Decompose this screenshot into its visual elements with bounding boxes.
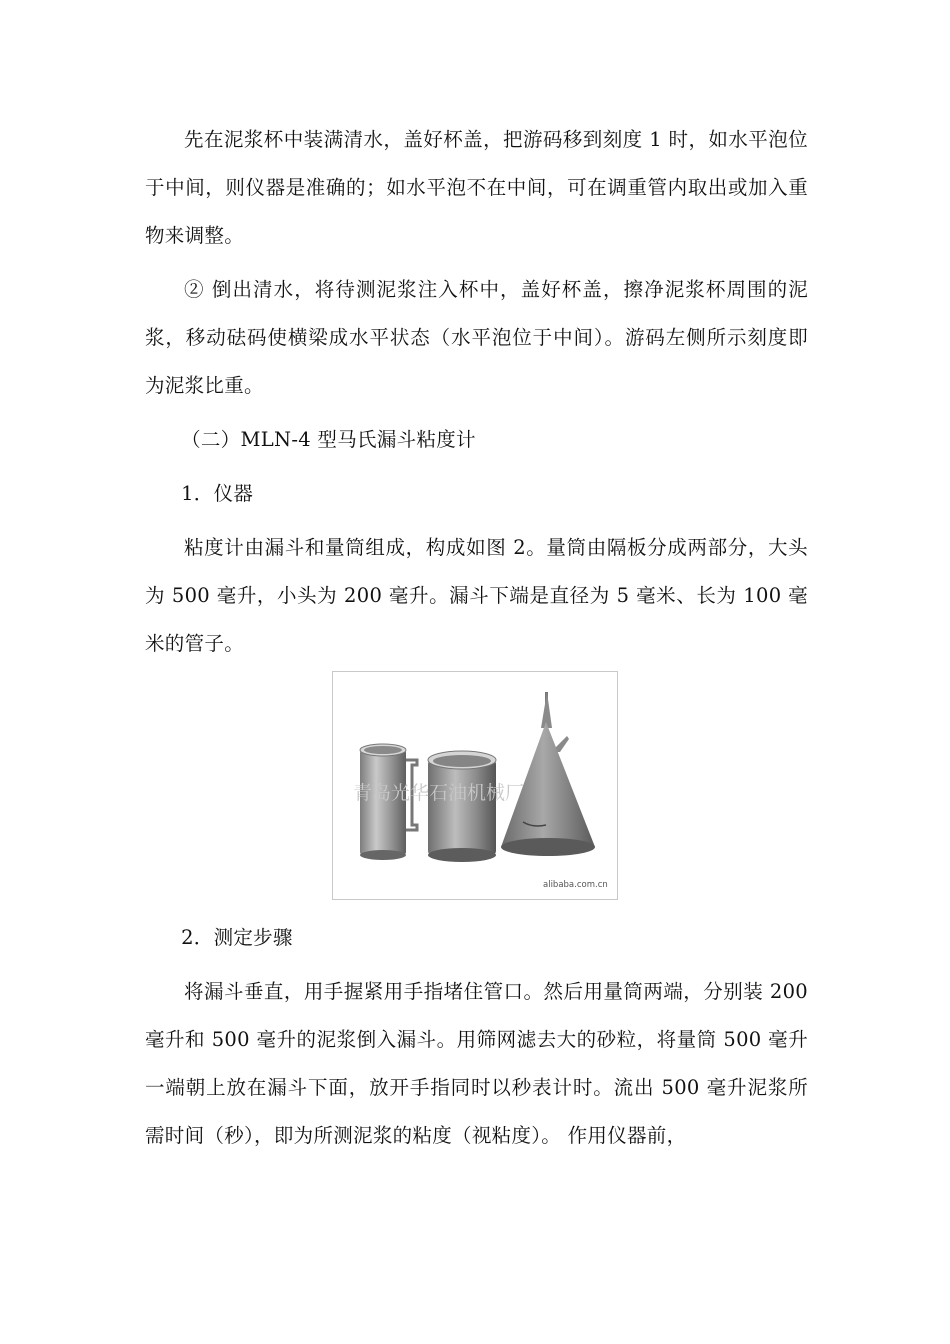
figure-funnel-viscometer [332,671,618,900]
marsh-funnel [501,692,595,856]
section-heading: （二）MLN-4 型马氏漏斗粘度计 [181,428,476,451]
paragraph-instrument: 粘度计由漏斗和量筒组成，构成如图 2。量筒由隔板分成两部分，大头为 500 毫升，小头为 200 毫升。漏斗下端是直径为 5 毫米、长为 100 毫米的管子。 [145,536,808,655]
subheading-instrument: 1．仪器 [181,482,254,505]
source-label: alibaba.com.cn [543,880,608,890]
paragraph-procedure: 将漏斗垂直，用手握紧用手指堵住管口。然后用量筒两端，分别装 200 毫升和 500 毫升的泥浆倒入漏斗。用筛网滤去大的砂粒，将量筒 500 毫升一端朝上放在漏斗下面，放开手指同时以秒表计时。流出 500 毫升泥浆所需时间（秒），即为所测泥浆的粘度（视粘度）。 作用仪器前， [145,980,808,1147]
watermark-text: 青岛光华石油机械厂 [353,782,525,804]
paragraph-measurement: ② 倒出清水，将待测泥浆注入杯中，盖好杯盖，擦净泥浆杯周围的泥浆，移动砝码使横梁成水平状态（水平泡位于中间）。游码左侧所示刻度即为泥浆比重。 [145,278,808,397]
funnel-and-cup-illustration [333,672,617,899]
document-body [145,116,808,668]
measuring-cup-large [428,751,496,862]
paragraph-calibration: 先在泥浆杯中装满清水，盖好杯盖，把游码移到刻度 1 时，如水平泡位于中间，则仪器是准确的；如水平泡不在中间，可在调重管内取出或加入重物来调整。 [145,128,808,247]
subheading-procedure: 2．测定步骤 [181,926,293,949]
document-body-continued [145,908,808,1160]
